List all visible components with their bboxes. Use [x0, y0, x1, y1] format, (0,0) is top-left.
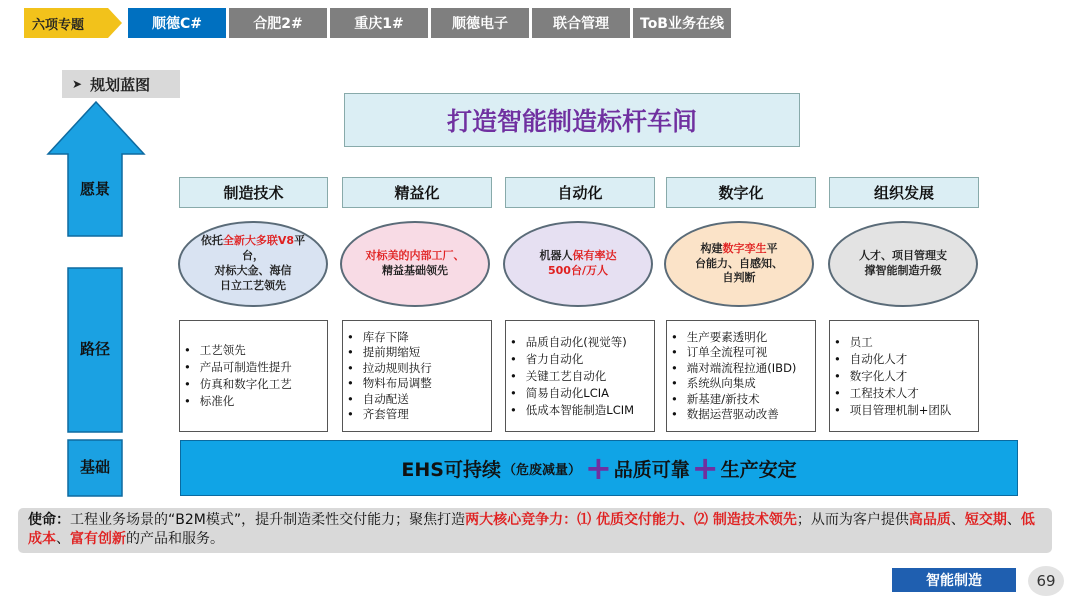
ellipse-highlight-text: 全新大多联V8 — [222, 234, 295, 248]
section-label-text: 规划蓝图 — [90, 75, 151, 94]
list-item: • 数据运营驱动改善 — [671, 407, 796, 423]
goal-ellipse-digitalization — [664, 221, 814, 307]
list-item: • 生产要素透明化 — [671, 330, 796, 346]
ellipse-highlight-text: 保有率达 — [572, 249, 617, 263]
list-item: • 关键工艺自动化 — [510, 368, 634, 385]
vision-side-label: 愿景 — [79, 179, 110, 198]
ellipse-text — [540, 249, 617, 279]
list-item: • 自动配送 — [347, 392, 432, 408]
column-header-org-development: 组织发展 — [829, 177, 979, 208]
foundation-side-label: 基础 — [79, 457, 110, 476]
plus-icon: + — [584, 449, 612, 487]
ellipse-text-segment: 台能力、自感知、 — [695, 256, 783, 270]
tab-shunde-electronics[interactable]: 顺德电子 — [431, 8, 529, 38]
list-item: • 新基建/新技术 — [671, 392, 796, 408]
ellipse-text — [366, 249, 465, 279]
section-label — [62, 70, 180, 98]
column-header-digitalization: 数字化 — [666, 177, 816, 208]
mission-text: 、 — [56, 531, 70, 547]
path-list-digitalization — [666, 320, 816, 432]
page-number: 69 — [1028, 566, 1064, 596]
list-item: • 低成本智能制造LCIM — [510, 402, 634, 419]
ellipse-text — [859, 249, 947, 279]
mission-statement — [18, 508, 1052, 553]
foundation-ehs-note: （危废减量） — [502, 462, 581, 478]
path-list-automation — [505, 320, 655, 432]
list-item: • 项目管理机制+团队 — [834, 402, 951, 419]
ellipse-text-segment: 平台， — [242, 234, 306, 263]
list-item: • 简易自动化LCIA — [510, 385, 634, 402]
path-side-label: 路径 — [79, 339, 110, 358]
ellipse-text-segment: 日立工艺领先 — [220, 278, 286, 292]
mission-highlight: 富有创新 — [70, 531, 126, 547]
column-header-lean: 精益化 — [342, 177, 492, 208]
tab-shunde-c[interactable]: 顺德C# — [128, 8, 226, 38]
ellipse-text-segment: 精益基础领先 — [382, 264, 448, 277]
list-item: • 自动化人才 — [834, 351, 951, 368]
list-item: • 库存下降 — [347, 330, 432, 346]
nav-tabs — [128, 8, 734, 38]
list-item: • 品质自动化(视觉等) — [510, 334, 634, 351]
mission-text: ；从而为客户提供 — [796, 512, 909, 528]
list-item: • 系统纵向集成 — [671, 376, 796, 392]
list-item: • 数字化人才 — [834, 368, 951, 385]
ellipse-text-segment: 构建 — [700, 241, 723, 255]
list-item: • 省力自动化 — [510, 351, 634, 368]
path-list-org-development — [829, 320, 979, 432]
ellipse-text-segment: 撑智能制造升级 — [864, 264, 942, 277]
list-item: • 物料布局调整 — [347, 376, 432, 392]
foundation-bar — [180, 440, 1018, 496]
path-list-lean — [342, 320, 492, 432]
ellipse-text-segment: 机器人 — [539, 249, 573, 263]
goal-ellipse-org-development — [828, 221, 978, 307]
foundation-production: 生产安定 — [720, 458, 797, 481]
column-header-automation: 自动化 — [505, 177, 655, 208]
foundation-quality: 品质可靠 — [613, 458, 690, 481]
list-item: • 员工 — [834, 334, 951, 351]
mission-highlight: 低成本 — [28, 512, 1035, 547]
list-item: • 产品可制造性提升 — [184, 359, 292, 376]
list-item: • 订单全流程可视 — [671, 345, 796, 361]
list-item: • 提前期缩短 — [347, 345, 432, 361]
foundation-ehs: EHS可持续 — [401, 458, 501, 481]
mission-label: 使命： — [28, 512, 70, 528]
mission-highlight: 高品质 — [908, 512, 951, 528]
footer-tag: 智能制造 — [892, 568, 1016, 592]
upward-arrow-icon — [44, 100, 148, 500]
mission-text: 、 — [950, 512, 965, 528]
ellipse-text — [190, 234, 316, 293]
arrow-bullet-icon: ➤ — [72, 77, 83, 91]
list-item: • 拉动规则执行 — [347, 361, 432, 377]
mission-text: 工程业务场景的“B2M模式”，提升制造柔性交付能力；聚焦打造 — [70, 512, 466, 528]
ellipse-highlight-text: 对标美的内部工厂、 — [365, 249, 465, 263]
list-item: • 仿真和数字化工艺 — [184, 376, 292, 393]
ellipse-text-segment: 人才、项目管理支 — [859, 249, 947, 263]
mission-highlight: 两大核心竞争力：⑴ 优质交付能力、⑵ 制造技术领先 — [465, 512, 797, 528]
list-item: • 工程技术人才 — [834, 385, 951, 402]
ellipse-text-segment: 自判断 — [722, 271, 756, 285]
mission-highlight: 短交期 — [964, 512, 1007, 528]
column-header-manufacturing-tech: 制造技术 — [179, 177, 328, 208]
ellipse-text — [695, 242, 783, 287]
mission-text: 、 — [1006, 512, 1021, 528]
ellipse-highlight-text: 500台/万人 — [548, 264, 608, 277]
list-item: • 端对端流程拉通(IBD) — [671, 361, 796, 377]
ellipse-text-segment: 对标大金、海信 — [214, 264, 292, 277]
tab-joint-management[interactable]: 联合管理 — [532, 8, 630, 38]
plus-icon: + — [691, 449, 719, 487]
goal-ellipse-lean — [340, 221, 490, 307]
top-nav — [24, 8, 734, 38]
tab-tob-online[interactable]: ToB业务在线 — [633, 8, 731, 38]
tab-chongqing-1[interactable]: 重庆1# — [330, 8, 428, 38]
mission-text: 的产品和服务。 — [126, 531, 224, 547]
tab-hefei-2[interactable]: 合肥2# — [229, 8, 327, 38]
path-list-manufacturing-tech — [179, 320, 328, 432]
list-item: • 齐套管理 — [347, 407, 432, 423]
list-item: • 标准化 — [184, 393, 292, 410]
goal-ellipse-manufacturing-tech — [178, 221, 328, 307]
nav-head-label: 六项专题 — [24, 8, 108, 38]
ellipse-highlight-text: 数字孪生 — [722, 241, 767, 255]
ellipse-text-segment: 平 — [766, 241, 778, 255]
vision-title: 打造智能制造标杆车间 — [344, 93, 800, 147]
list-item: • 工艺领先 — [184, 342, 292, 359]
ellipse-text-segment: 依托 — [200, 234, 223, 248]
goal-ellipse-automation — [503, 221, 653, 307]
